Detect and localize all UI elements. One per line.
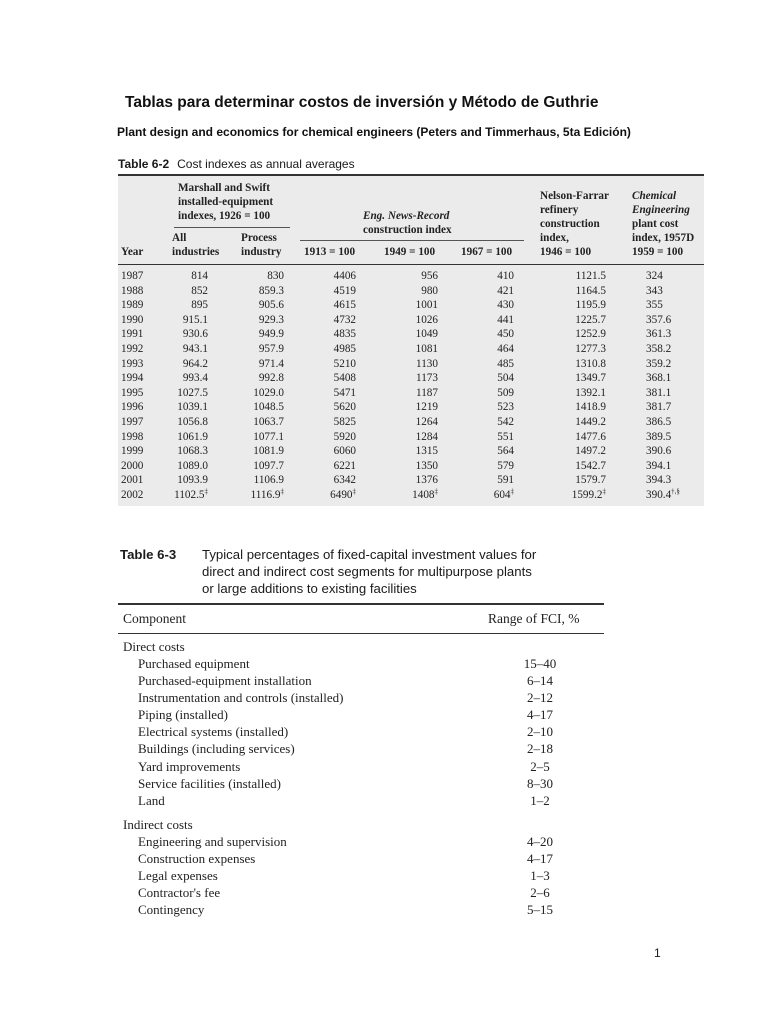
cell-enr1967: 430	[497, 299, 514, 312]
cell-enr1967: 523	[497, 401, 514, 414]
cell-all: 1056.8	[177, 415, 208, 428]
component-range: 4–17	[527, 850, 553, 866]
cell-all: 930.6	[182, 328, 208, 341]
cell-enr1913: 4615	[333, 299, 356, 312]
component-range: 1–3	[530, 868, 550, 884]
header-ms-line3: indexes, 1926 = 100	[178, 210, 271, 222]
cell-enr1949: 1264	[415, 415, 438, 428]
cell-year: 1997	[121, 415, 144, 428]
cell-nf: 1542.7	[575, 459, 606, 472]
cell-process: 1048.5	[253, 401, 284, 414]
header-year: Year	[121, 246, 144, 258]
cell-ce: 390.4†,§	[646, 487, 680, 501]
table-6-3-header	[118, 603, 604, 634]
cell-enr1913: 5620	[333, 401, 356, 414]
cell-nf: 1164.5	[575, 284, 606, 297]
cell-enr1967: 485	[497, 357, 514, 370]
header-range: Range of FCI, %	[488, 611, 580, 626]
cell-enr1967: 604‡	[493, 487, 514, 501]
component-label: Piping (installed)	[138, 707, 228, 723]
component-range: 15–40	[523, 656, 557, 671]
cell-enr1949: 1408‡	[412, 487, 438, 501]
footnote-mark: ‡	[204, 487, 208, 496]
cell-enr1913: 4985	[333, 342, 356, 355]
cell-enr1949: 1130	[416, 357, 438, 370]
cell-nf: 1497.2	[575, 445, 606, 458]
table-row	[118, 371, 704, 386]
cell-nf: 1225.7	[575, 313, 606, 326]
table-6-3-label: Table 6-3	[120, 547, 177, 562]
header-enr-1949: 1949 = 100	[384, 246, 436, 258]
list-item	[118, 775, 604, 792]
cell-enr1949: 1001	[415, 299, 438, 312]
header-enr-rule	[300, 240, 524, 241]
cell-ce: 359.2	[646, 357, 672, 370]
cell-enr1913: 5825	[333, 415, 356, 428]
cell-enr1967: 410	[497, 270, 514, 282]
component-label: Yard improvements	[138, 758, 241, 774]
header-ce-3: plant cost	[632, 218, 679, 230]
cell-nf: 1252.9	[575, 328, 606, 341]
table-row	[118, 298, 704, 313]
list-item	[118, 850, 604, 867]
cell-year: 2001	[121, 474, 144, 487]
header-nf-2: refinery	[540, 204, 579, 216]
cell-ce: 390.6	[646, 445, 672, 458]
cell-nf: 1277.3	[575, 342, 606, 355]
cell-nf: 1349.7	[575, 372, 606, 385]
cell-nf: 1599.2‡	[571, 487, 606, 501]
cell-year: 1992	[121, 342, 144, 355]
table-row	[118, 444, 704, 459]
table-row	[118, 400, 704, 415]
cell-enr1967: 421	[497, 284, 514, 297]
component-label: Purchased equipment	[138, 656, 250, 671]
table-6-3-title-line2: direct and indirect cost segments for multipurpose plants	[202, 564, 532, 579]
footnote-mark: ‡	[434, 487, 438, 496]
cell-enr1967: 450	[497, 328, 514, 341]
table-row	[118, 313, 704, 328]
table-6-2-caption	[118, 157, 355, 171]
cell-enr1949: 956	[421, 270, 438, 282]
table-row	[118, 327, 704, 342]
cell-enr1913: 6221	[333, 459, 356, 472]
cell-year: 1995	[121, 386, 144, 399]
header-all-1: All	[172, 232, 187, 244]
cell-year: 1996	[121, 401, 144, 414]
cell-enr1967: 509	[497, 386, 514, 399]
table-6-3-caption	[120, 546, 620, 597]
table-6-2-body	[118, 265, 704, 506]
header-ce-1: Chemical	[632, 190, 677, 202]
list-item	[118, 792, 604, 809]
indirect-costs-list	[118, 833, 604, 918]
cell-year: 1993	[121, 357, 144, 370]
cell-year: 1991	[121, 328, 144, 341]
direct-costs-label: Direct costs	[123, 639, 185, 654]
cell-ce: 368.1	[646, 372, 672, 385]
cell-enr1913: 6060	[333, 445, 356, 458]
cell-ce: 355	[646, 299, 663, 312]
component-label: Purchased-equipment installation	[138, 673, 312, 689]
component-range: 2–6	[530, 885, 550, 901]
table-row	[118, 415, 704, 430]
list-item	[118, 672, 604, 689]
list-item	[118, 740, 604, 757]
cell-nf: 1195.9	[575, 299, 606, 312]
cell-enr1967: 504	[497, 372, 514, 385]
cell-year: 2000	[121, 459, 144, 472]
cell-all: 964.2	[182, 357, 208, 370]
cell-process: 1081.9	[253, 445, 284, 458]
component-label: Engineering and supervision	[138, 833, 287, 849]
table-row	[118, 386, 704, 401]
list-item	[118, 901, 604, 918]
direct-costs-list	[118, 655, 604, 809]
component-range: 2–12	[527, 690, 553, 706]
cell-year: 1987	[121, 270, 144, 282]
table-row	[118, 459, 704, 474]
cell-ce: 381.7	[646, 401, 672, 414]
footnote-mark: ‡	[510, 487, 514, 496]
cell-process: 971.4	[258, 357, 284, 370]
cell-enr1967: 551	[497, 430, 514, 443]
list-item	[118, 689, 604, 706]
header-all-2: industries	[172, 246, 220, 258]
cell-nf: 1579.7	[575, 474, 606, 487]
component-range: 8–30	[527, 775, 553, 791]
header-ce-5: 1959 = 100	[632, 246, 684, 258]
header-nf-4: index,	[540, 232, 569, 244]
list-item	[118, 723, 604, 740]
cell-enr1967: 579	[497, 459, 514, 472]
cell-year: 1989	[121, 299, 144, 312]
component-label: Land	[138, 792, 165, 808]
header-nf-3: construction	[540, 218, 600, 230]
cell-all: 1061.9	[177, 430, 208, 443]
cell-nf: 1310.8	[575, 357, 606, 370]
table-row	[118, 342, 704, 357]
list-item	[118, 758, 604, 775]
footnote-mark: ‡	[352, 487, 356, 496]
cell-process: 1106.9	[253, 474, 284, 487]
table-row	[118, 284, 704, 299]
cell-enr1949: 1315	[415, 445, 438, 458]
document-title: Tablas para determinar costos de inversión y Método de Guthrie	[125, 94, 599, 111]
cell-all: 1027.5	[177, 386, 208, 399]
cell-all: 1102.5‡	[174, 487, 208, 501]
component-label: Instrumentation and controls (installed)	[138, 690, 344, 706]
cell-ce: 394.3	[646, 474, 672, 487]
component-label: Contingency	[138, 902, 205, 918]
cell-enr1949: 1049	[415, 328, 438, 341]
header-ms-line1: Marshall and Swift	[178, 182, 270, 194]
component-label: Buildings (including services)	[138, 741, 295, 757]
cell-process: 1097.7	[253, 459, 284, 472]
cell-enr1913: 4406	[333, 270, 356, 282]
header-enr-1: Eng. News-Record	[363, 210, 450, 222]
indirect-costs-label: Indirect costs	[123, 816, 193, 832]
cell-ce: 357.6	[646, 313, 672, 326]
component-label: Construction expenses	[138, 850, 256, 866]
indirect-costs-title	[118, 816, 604, 833]
cell-ce: 381.1	[646, 386, 672, 399]
cell-all: 993.4	[182, 372, 208, 385]
component-label: Contractor's fee	[138, 885, 221, 901]
list-item	[118, 706, 604, 723]
cell-process: 1029.0	[253, 386, 284, 399]
cell-process: 905.6	[258, 299, 284, 312]
cell-process: 859.3	[258, 284, 284, 297]
cell-enr1967: 591	[497, 474, 514, 487]
cell-ce: 389.5	[646, 430, 672, 443]
cell-all: 895	[191, 299, 208, 312]
component-label: Electrical systems (installed)	[138, 724, 289, 740]
table-6-2-title: Cost indexes as annual averages	[177, 157, 355, 171]
cell-enr1913: 6342	[333, 474, 356, 487]
cell-enr1949: 1026	[415, 313, 438, 326]
component-range: 6–14	[527, 673, 553, 689]
table-row	[118, 488, 704, 503]
cell-nf: 1477.6	[575, 430, 606, 443]
list-item	[118, 867, 604, 884]
cell-enr1949: 1376	[415, 474, 438, 487]
cell-year: 2002	[121, 488, 144, 501]
component-range: 1–2	[530, 792, 550, 808]
cell-process: 992.8	[258, 372, 284, 385]
table-row	[118, 473, 704, 488]
list-item	[118, 655, 604, 672]
table-6-3	[118, 603, 604, 918]
cell-year: 1998	[121, 430, 144, 443]
component-range: 4–17	[527, 707, 553, 723]
cell-process: 1077.1	[253, 430, 284, 443]
header-nf-1: Nelson-Farrar	[540, 190, 609, 202]
cell-enr1949: 1081	[415, 342, 438, 355]
cell-enr1949: 1350	[415, 459, 438, 472]
cell-enr1949: 1173	[416, 372, 438, 385]
header-process-1: Process	[241, 232, 277, 244]
table-6-2	[118, 174, 704, 506]
footnote-mark: ‡	[602, 487, 606, 496]
header-component: Component	[123, 611, 186, 626]
table-row	[118, 357, 704, 372]
cell-all: 1068.3	[177, 445, 208, 458]
component-range: 2–18	[527, 741, 553, 757]
cell-ce: 394.1	[646, 459, 672, 472]
cell-process: 1063.7	[253, 415, 284, 428]
page-number: 1	[654, 946, 661, 960]
cell-ce: 324	[646, 270, 663, 282]
cell-all: 1093.9	[177, 474, 208, 487]
cell-enr1949: 1187	[416, 386, 438, 399]
cell-nf: 1418.9	[575, 401, 606, 414]
cell-enr1949: 1284	[415, 430, 438, 443]
table-6-3-title-line3: or large additions to existing facilities	[202, 581, 417, 596]
component-label: Service facilities (installed)	[138, 775, 281, 791]
cell-enr1949: 1219	[415, 401, 438, 414]
header-ms-rule	[174, 227, 290, 228]
cell-ce: 386.5	[646, 415, 672, 428]
table-row	[118, 430, 704, 445]
header-enr-1913: 1913 = 100	[304, 246, 356, 258]
cell-ce: 361.3	[646, 328, 672, 341]
cell-all: 1089.0	[177, 459, 208, 472]
cell-process: 1116.9‡	[250, 487, 284, 501]
cell-enr1967: 464	[497, 342, 514, 355]
cell-process: 830	[267, 270, 284, 282]
cell-enr1967: 441	[497, 313, 514, 326]
direct-costs-title	[118, 638, 604, 655]
cell-nf: 1392.1	[575, 386, 606, 399]
cell-all: 852	[191, 284, 208, 297]
cell-enr1967: 542	[497, 415, 514, 428]
header-process-2: industry	[241, 246, 282, 258]
cell-year: 1999	[121, 445, 144, 458]
component-range: 5–15	[527, 902, 553, 918]
cell-ce: 358.2	[646, 342, 672, 355]
cell-year: 1994	[121, 372, 144, 385]
header-nf-5: 1946 = 100	[540, 246, 592, 258]
header-ms-line2: installed-equipment	[178, 196, 274, 208]
table-6-2-label: Table 6-2	[118, 157, 170, 171]
cell-all: 814	[191, 270, 208, 282]
document-subtitle: Plant design and economics for chemical engineers (Peters and Timmerhaus, 5ta Edición)	[117, 125, 631, 139]
cell-enr1913: 4835	[333, 328, 356, 341]
table-row	[118, 269, 704, 284]
cell-process: 957.9	[258, 342, 284, 355]
cell-enr1913: 5210	[333, 357, 356, 370]
cell-enr1913: 5471	[333, 386, 356, 399]
component-range: 4–20	[527, 833, 553, 849]
cell-enr1913: 6490‡	[330, 487, 356, 501]
header-ce-4: index, 1957D	[632, 232, 695, 244]
cell-nf: 1121.5	[575, 270, 606, 282]
table-6-2-header	[118, 174, 704, 265]
cell-enr1949: 980	[421, 284, 438, 297]
header-enr-2: construction index	[363, 224, 452, 236]
cell-enr1913: 5920	[333, 430, 356, 443]
cell-all: 915.1	[182, 313, 208, 326]
cell-ce: 343	[646, 284, 663, 297]
table-6-3-title-line1: Typical percentages of fixed-capital investment values for	[202, 547, 537, 562]
cell-all: 1039.1	[177, 401, 208, 414]
component-range: 2–5	[530, 758, 550, 774]
component-label: Legal expenses	[138, 868, 218, 884]
cell-enr1913: 5408	[333, 372, 356, 385]
cell-all: 943.1	[182, 342, 208, 355]
footnote-mark: ‡	[280, 487, 284, 496]
cell-enr1913: 4519	[333, 284, 356, 297]
cell-enr1913: 4732	[333, 313, 356, 326]
footnote-mark: †,§	[671, 487, 680, 496]
cell-nf: 1449.2	[575, 415, 606, 428]
header-ce-2: Engineering	[632, 204, 690, 216]
cell-process: 929.3	[258, 313, 284, 326]
cell-year: 1988	[121, 284, 144, 297]
list-item	[118, 833, 604, 850]
cell-enr1967: 564	[497, 445, 514, 458]
header-enr-1967: 1967 = 100	[461, 246, 513, 258]
cell-process: 949.9	[258, 328, 284, 341]
cell-year: 1990	[121, 313, 144, 326]
list-item	[118, 884, 604, 901]
component-range: 2–10	[527, 724, 553, 740]
